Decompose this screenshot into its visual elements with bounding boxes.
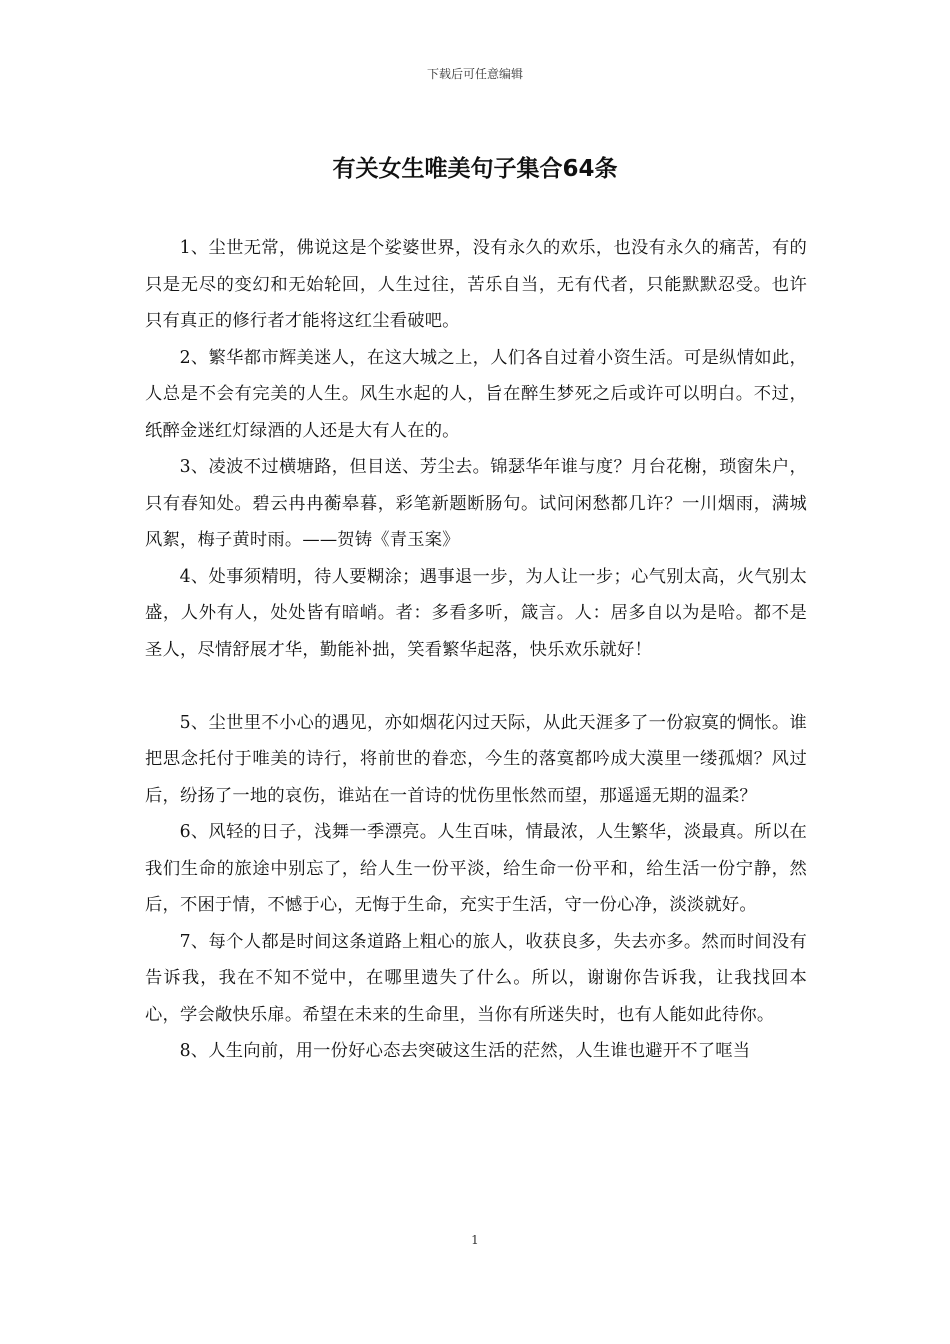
paragraph-8: 8、人生向前，用一份好心态去突破这生活的茫然，人生谁也避开不了哐当 bbox=[179, 1041, 751, 1061]
page-number: 1 bbox=[471, 1233, 479, 1247]
paragraph-7: 7、每个人都是时间这条道路上粗心的旅人，收获良多，失去亦多。然而时间没有告诉我，我在不知不觉中，在哪里遗失了什么。所以，谢谢你告诉我，让我找回本心，学会敞快乐扉。希望在未来的生命里，当你有所迷失时，也有人能如此待你。 bbox=[145, 931, 807, 1025]
paragraph-4: 4、处事须精明，待人要糊涂；遇事退一步，为人让一步；心气别太高，火气别太盛，人外有人，处处皆有暗峭。者：多看多听，箴言。人：居多自以为是哈。都不是圣人，尽情舒展才华，勤能补拙，笑看繁华起落，快乐欢乐就好！ bbox=[145, 566, 807, 660]
page-header: 下载后可任意编辑 bbox=[426, 67, 523, 81]
paragraph-6: 6、风轻的日子，浅舞一季漂亮。人生百味，情最浓，人生繁华，淡最真。所以在我们生命的旅途中别忘了，给人生一份平淡，给生命一份平和，给生活一份宁静，然后，不困于情，不憾于心，无悔于生命，充实于生活，守一份心净，淡淡就好。 bbox=[145, 822, 807, 915]
paragraph-5: 5、尘世里不小心的遇见，亦如烟花闪过天际，从此天涯多了一份寂寞的惆怅。谁把思念托付于唯美的诗行，将前世的眷恋，今生的落寞都吟成大漠里一缕孤烟？风过后，纷扬了一地的哀伤，谁站在一首诗的忧伤里怅然而望，那遥遥无期的温柔？ bbox=[145, 712, 807, 806]
paragraph-2: 2、繁华都市辉美迷人，在这大城之上，人们各自过着小资生活。可是纵情如此，人总是不会有完美的人生。风生水起的人，旨在醉生梦死之后或许可以明白。不过，纸醉金迷红灯绿酒的人还是大有人在的。 bbox=[145, 347, 807, 441]
paragraph-3: 3、凌波不过横塘路，但目送、芳尘去。锦瑟华年谁与度？月台花榭，琐窗朱户，只有春知处。碧云冉冉蘅皋暮，彩笔新题断肠句。试问闲愁都几许？一川烟雨，满城风絮，梅子黄时雨。——贺铸《青玉案》 bbox=[145, 457, 807, 550]
document-title: 有关女生唯美句子集合64条 bbox=[332, 156, 618, 182]
paragraph-1: 1、尘世无常，佛说这是个娑婆世界，没有永久的欢乐，也没有永久的痛苦，有的只是无尽的变幻和无始轮回，人生过往，苦乐自当，无有代者，只能默默忍受。也许只有真正的修行者才能将这红尘看破吧。 bbox=[145, 238, 807, 331]
document-body bbox=[145, 230, 807, 1070]
